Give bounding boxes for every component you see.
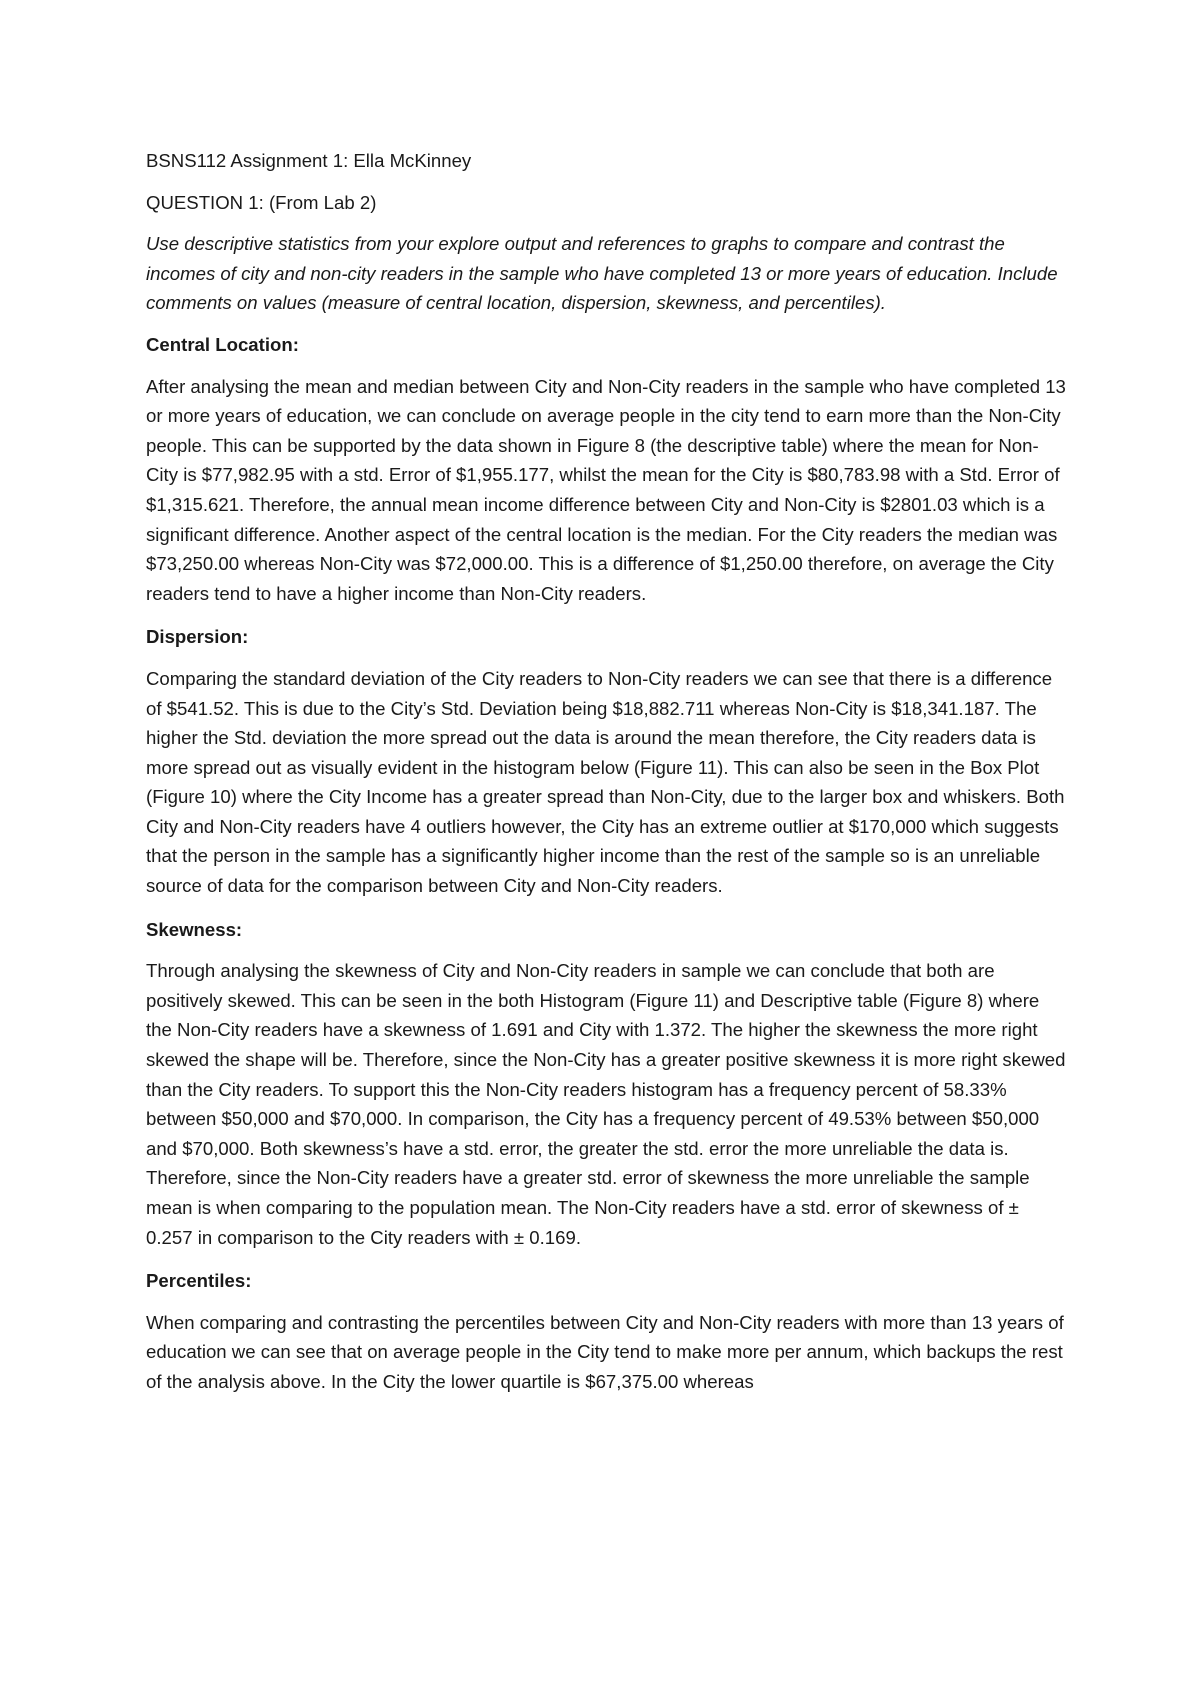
section-body-central-location: After analysing the mean and median between City and Non-City readers in the sample who have completed 13 or more years of education, we can conclude on average people in the city tend to earn more than the Non-City people. This can be supported by the data shown in Figure 8 (the descriptive table) where the mean for Non-City is $77,982.95 with a std. Error of $1,955.177, whilst the mean for the City is $80,783.98 with a Std. Error of $1,315.621. Therefore, the annual mean income difference between City and Non-City is $2801.03 which is a significant difference. Another aspect of the central location is the median. For the City readers the median was $73,250.00 whereas Non-City was $72,000.00. This is a difference of $1,250.00 therefore, on average the City readers tend to have a higher income than Non-City readers. bbox=[146, 375, 1066, 604]
question-text: Use descriptive statistics from your explore output and references to graphs to compare and contrast the incomes of city and non-city readers in the sample who have completed 13 or more years of education. Include comments on values (measure of central location, dispersion, skewness, and percentiles). bbox=[146, 233, 1058, 314]
question-label: QUESTION 1: (From Lab 2) bbox=[146, 191, 377, 213]
section-heading-skewness: Skewness: bbox=[146, 918, 243, 940]
section-body-percentiles: When comparing and contrasting the percentiles between City and Non-City readers with more than 13 years of education we can see that on average people in the City tend to make more per annum, which backups the rest of the analysis above. In the City the lower quartile is $67,375.00 whereas bbox=[146, 1311, 1064, 1392]
document-title: BSNS112 Assignment 1: Ella McKinney bbox=[146, 150, 472, 171]
section-body-skewness: Through analysing the skewness of City and Non-City readers in sample we can conclude that both are positively skewed. This can be seen in the both Histogram (Figure 11) and Descriptive table (Figure 8) where the Non-City readers have a skewness of 1.691 and City with 1.372. The higher the skewness the more right skewed the shape will be. Therefore, since the Non-City has a greater positive skewness it is more right skewed than the City readers. To support this the Non-City readers histogram has a frequency percent of 58.33% between $50,000 and $70,000. In comparison, the City has a frequency percent of 49.53% between $50,000 and $70,000. Both skewness’s have a std. error, the greater the std. error the more unreliable the data is. Therefore, since the Non-City readers have a greater std. error of skewness the more unreliable the sample mean is when comparing to the population mean. The Non-City readers have a std. error of skewness of ± 0.257 in comparison to the City readers with ± 0.169. bbox=[146, 960, 1066, 1248]
section-heading-central-location: Central Location: bbox=[146, 333, 299, 355]
section-heading-percentiles: Percentiles: bbox=[146, 1270, 252, 1292]
section-body-dispersion: Comparing the standard deviation of the City readers to Non-City readers we can see that there is a difference of $541.52. This is due to the City’s Std. Deviation being $18,882.711 whereas Non-City is $18,341.187. The higher the Std. deviation the more spread out the data is around the mean therefore, the City readers data is more spread out as visually evident in the histogram below (Figure 11). This can also be seen in the Box Plot (Figure 10) where the City Income has a greater spread than Non-City, due to the larger box and whiskers. Both City and Non-City readers have 4 outliers however, the City has an extreme outlier at $170,000 which suggests that the person in the sample has a significantly higher income than the rest of the sample so is an unreliable source of data for the comparison between City and Non-City readers. bbox=[146, 667, 1065, 897]
section-heading-dispersion: Dispersion: bbox=[146, 626, 249, 648]
document-page bbox=[146, 146, 1066, 1411]
